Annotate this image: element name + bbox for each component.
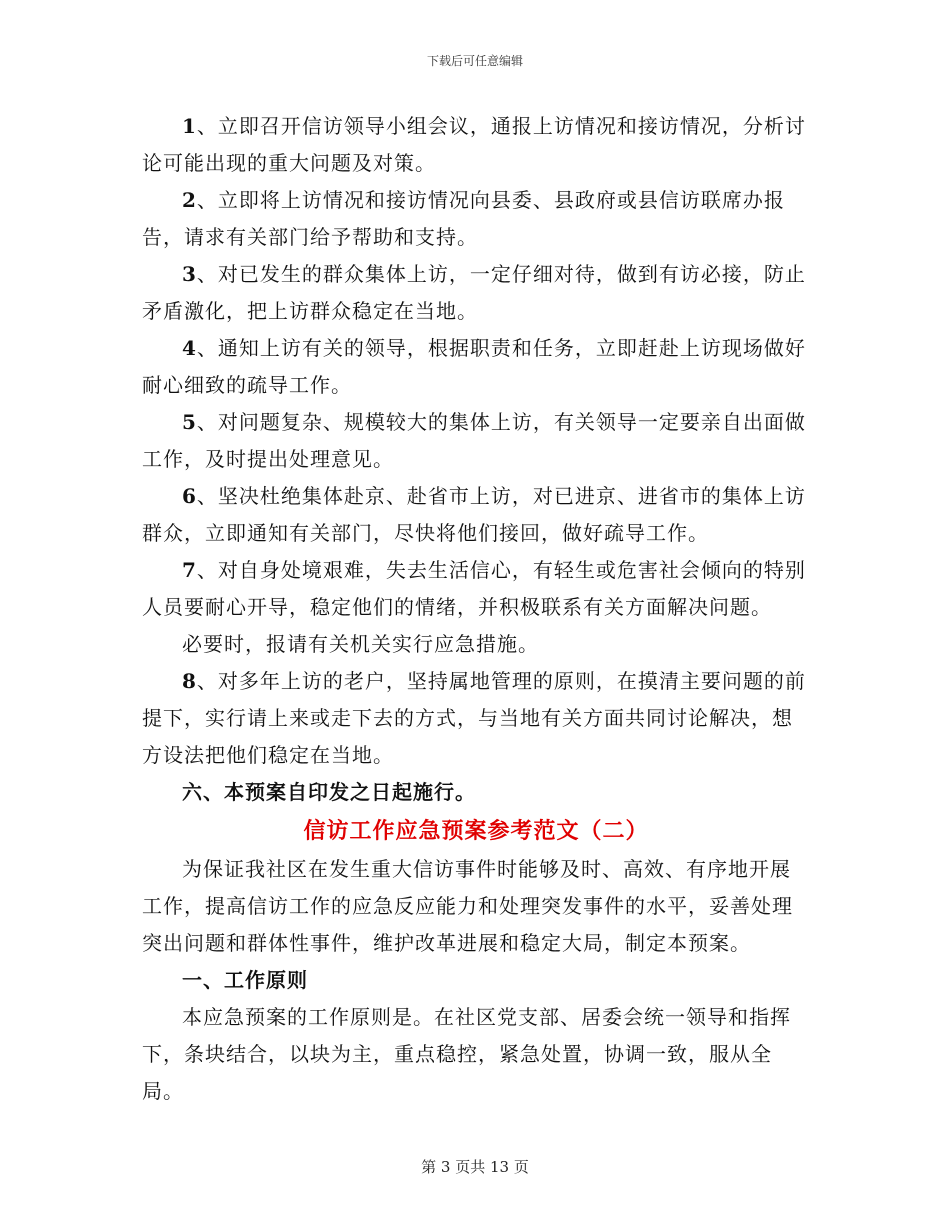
item-text: 、立即召开信访领导小组会议，通报上访情况和接访情况，分析讨论可能出现的重大问题及对策。 bbox=[142, 114, 806, 175]
section-six-heading: 六、本预案自印发之日起施行。 bbox=[182, 780, 476, 804]
document-body bbox=[142, 108, 810, 1110]
item-number: 7 bbox=[182, 558, 197, 582]
list-item bbox=[142, 478, 810, 552]
item-text: 、对多年上访的老户，坚持属地管理的原则，在摸清主要问题的前提下，实行请上来或走下去的方式，与当地有关方面共同讨论解决，想方设法把他们稳定在当地。 bbox=[142, 669, 806, 767]
list-item bbox=[142, 108, 810, 182]
item-number: 4 bbox=[182, 336, 197, 360]
item-number: 5 bbox=[182, 410, 197, 434]
extra-line: 必要时，报请有关机关实行应急措施。 bbox=[182, 632, 539, 656]
list-item bbox=[142, 663, 810, 774]
item-text: 、坚决杜绝集体赴京、赴省市上访，对已进京、进省市的集体上访群众，立即通知有关部门，尽快将他们接回，做好疏导工作。 bbox=[142, 484, 806, 545]
principle-paragraph: 本应急预案的工作原则是。在社区党支部、居委会统一领导和指挥下，条块结合，以块为主，重点稳控，紧急处置，协调一致，服从全局。 bbox=[142, 1005, 791, 1103]
item-number: 8 bbox=[182, 669, 197, 693]
item-text: 、对已发生的群众集体上访，一定仔细对待，做到有访必接，防止矛盾激化，把上访群众稳定在当地。 bbox=[142, 262, 806, 323]
list-item bbox=[142, 256, 810, 330]
item-number: 3 bbox=[182, 262, 197, 286]
item-text: 、通知上访有关的领导，根据职责和任务，立即赶赴上访现场做好耐心细致的疏导工作。 bbox=[142, 336, 806, 397]
page-header-note: 下载后可任意编辑 bbox=[426, 54, 523, 68]
list-item bbox=[142, 182, 810, 256]
principle-heading: 一、工作原则 bbox=[182, 968, 308, 992]
item-number: 1 bbox=[182, 114, 197, 138]
section-title: 信访工作应急预案参考范文（二） bbox=[303, 818, 649, 844]
intro-paragraph: 为保证我社区在发生重大信访事件时能够及时、高效、有序地开展工作，提高信访工作的应急反应能力和处理突发事件的水平，妥善处理突出问题和群体性事件，维护改革进展和稳定大局，制定本预案。 bbox=[142, 857, 793, 955]
item-text: 、对自身处境艰难，失去生活信心，有轻生或危害社会倾向的特别人员要耐心开导，稳定他们的情绪，并积极联系有关方面解决问题。 bbox=[142, 558, 806, 619]
list-item bbox=[142, 330, 810, 404]
list-item bbox=[142, 404, 810, 478]
item-number: 2 bbox=[182, 188, 197, 212]
page-footer-number: 第 3 页共 13 页 bbox=[421, 1158, 529, 1176]
list-item bbox=[142, 552, 810, 626]
item-text: 、对问题复杂、规模较大的集体上访，有关领导一定要亲自出面做工作，及时提出处理意见。 bbox=[142, 410, 806, 471]
item-number: 6 bbox=[182, 484, 197, 508]
item-text: 、立即将上访情况和接访情况向县委、县政府或县信访联席办报告，请求有关部门给予帮助和支持。 bbox=[142, 188, 785, 249]
